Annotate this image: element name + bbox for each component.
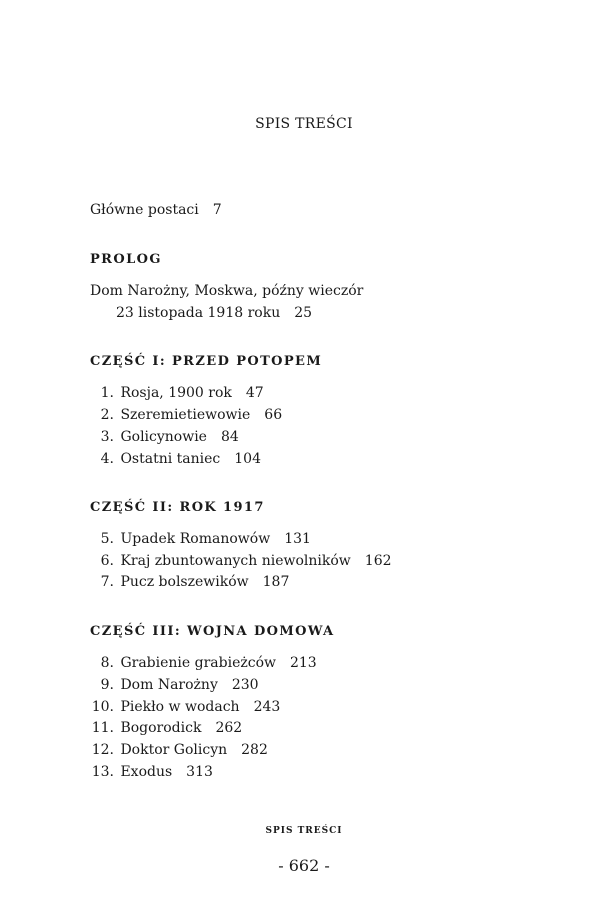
page-number: - 662 - (278, 856, 330, 875)
toc-entry-page: 25 (294, 305, 313, 321)
toc-chapter (90, 699, 510, 715)
chapter-number: 13. (91, 764, 114, 780)
section-heading-part-1: CZĘŚĆ I: PRZED POTOPEM (90, 354, 323, 369)
chapter-title: Upadek Romanowów (120, 531, 271, 547)
chapter-page: 313 (186, 764, 213, 780)
chapter-page: 104 (234, 451, 261, 467)
toc-chapter (90, 677, 510, 693)
chapter-number: 4. (100, 451, 114, 467)
chapter-number: 7. (100, 574, 114, 590)
chapter-page: 262 (215, 720, 243, 736)
toc-entry-prolog-line2 (116, 305, 312, 321)
chapter-title: Rosja, 1900 rok (120, 385, 232, 401)
section-heading-part-2: CZĘŚĆ II: ROK 1917 (90, 500, 265, 515)
toc-chapter (90, 385, 510, 401)
section-heading-prolog: PROLOG (90, 252, 162, 267)
chapter-number: 6. (100, 553, 114, 569)
toc-entry-front (90, 202, 222, 218)
chapter-page: 243 (253, 699, 281, 715)
chapter-title: Pucz bolszewików (120, 574, 249, 590)
chapter-page: 47 (245, 385, 264, 401)
chapter-page: 131 (284, 531, 311, 547)
chapter-title: Szeremietiewowie (120, 407, 251, 423)
chapter-title: Exodus (120, 764, 173, 780)
chapter-title: Golicynowie (120, 429, 207, 445)
toc-chapter (90, 764, 510, 780)
chapter-number: 3. (100, 429, 114, 445)
toc-chapter (90, 531, 510, 547)
chapter-page: 162 (364, 553, 392, 569)
chapter-number: 5. (100, 531, 114, 547)
chapter-title: Kraj zbuntowanych niewolników (120, 553, 351, 569)
toc-entry-page: 7 (212, 202, 222, 218)
toc-chapter (90, 407, 510, 423)
section-heading-part-3: CZĘŚĆ III: WOJNA DOMOWA (90, 624, 335, 639)
chapter-page: 213 (289, 655, 317, 671)
chapter-page: 66 (264, 407, 283, 423)
page-title: SPIS TREŚCI (255, 116, 353, 132)
toc-entry-title: 23 listopada 1918 roku (116, 305, 281, 321)
chapter-page: 84 (220, 429, 239, 445)
chapter-title: Dom Narożny (120, 677, 218, 693)
chapter-number: 8. (100, 655, 114, 671)
toc-chapter (90, 451, 510, 467)
chapter-number: 11. (91, 720, 114, 736)
toc-entry-prolog-line1 (90, 283, 363, 299)
running-head: SPIS TREŚCI (265, 826, 343, 836)
chapter-title: Piekło w wodach (120, 699, 240, 715)
toc-chapter (90, 742, 510, 758)
toc-chapter (90, 553, 510, 569)
chapter-title: Doktor Golicyn (120, 742, 228, 758)
toc-chapter (90, 655, 510, 671)
chapter-number: 2. (100, 407, 114, 423)
chapter-page: 230 (231, 677, 259, 693)
chapter-number: 9. (100, 677, 114, 693)
chapter-title: Grabienie grabieżców (120, 655, 276, 671)
chapter-title: Ostatni taniec (120, 451, 221, 467)
toc-chapter (90, 720, 510, 736)
chapter-number: 1. (100, 385, 114, 401)
chapter-page: 282 (241, 742, 268, 758)
toc-chapter (90, 429, 510, 445)
chapter-page: 187 (262, 574, 290, 590)
chapter-number: 10. (91, 699, 114, 715)
chapter-number: 12. (91, 742, 114, 758)
toc-entry-title: Główne postaci (90, 202, 199, 218)
chapter-title: Bogorodick (120, 720, 202, 736)
toc-chapter (90, 574, 510, 590)
toc-entry-title: Dom Narożny, Moskwa, późny wieczór (90, 283, 364, 299)
